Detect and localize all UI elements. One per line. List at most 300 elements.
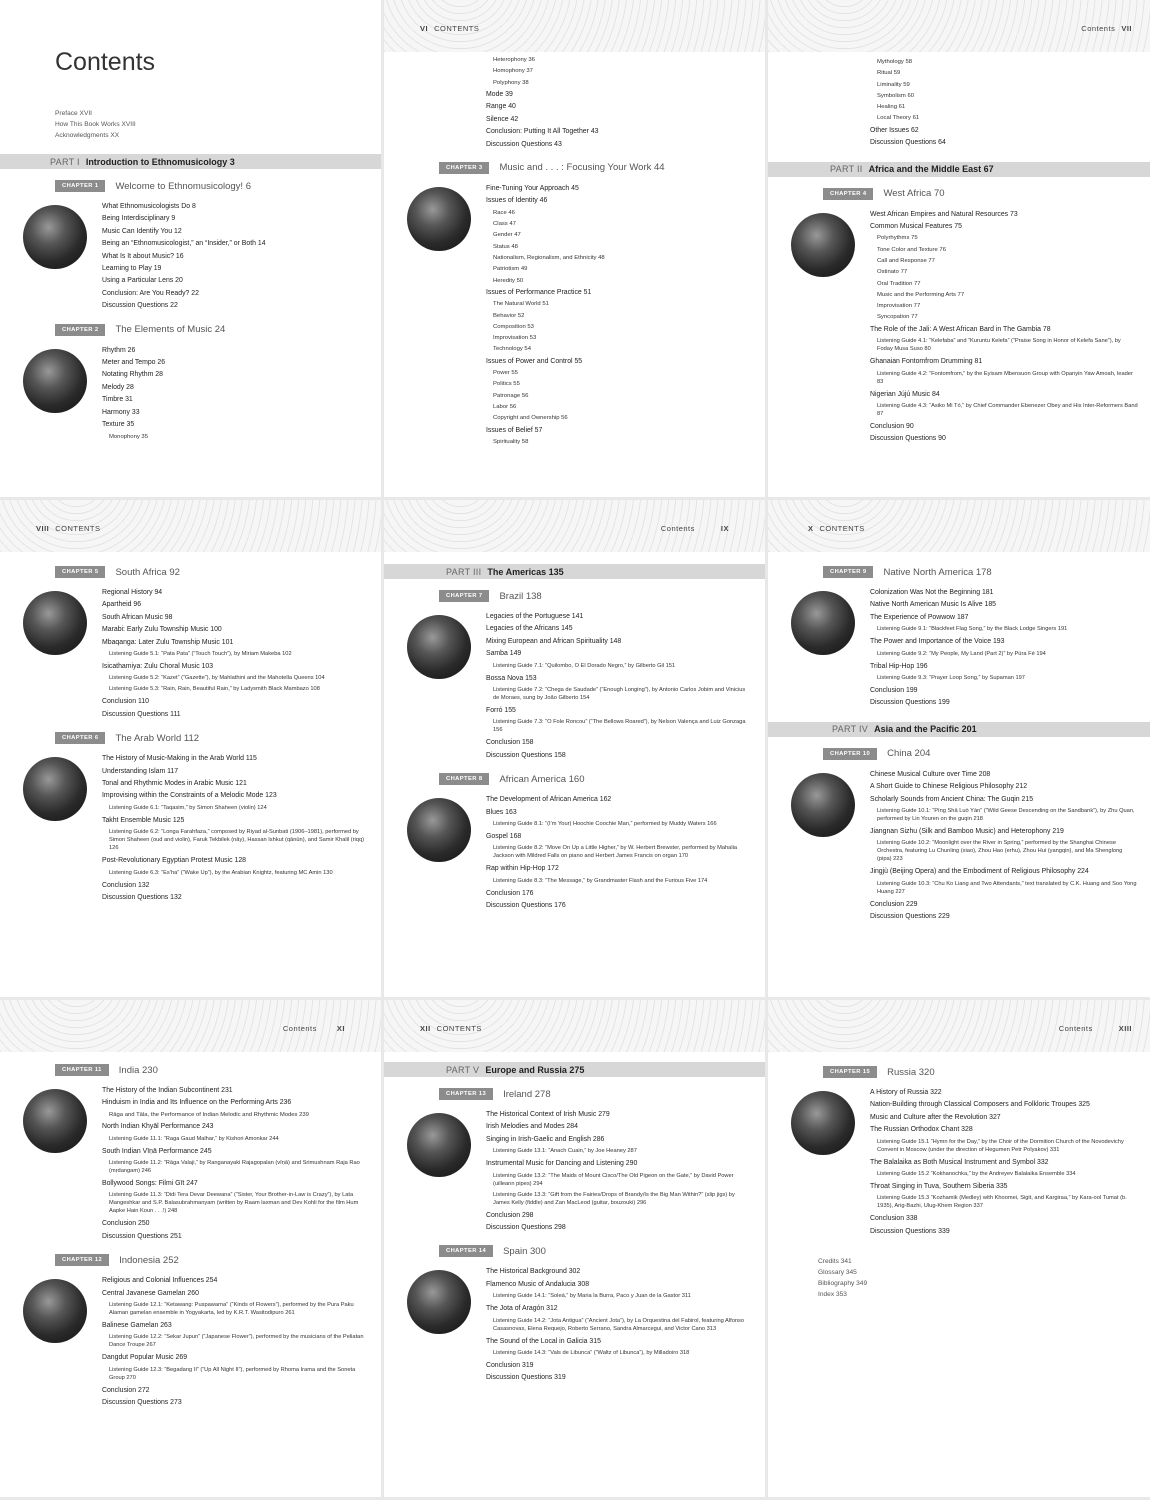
toc-entry: Conclusion 199 [870,687,918,695]
toc-page-5 [384,500,765,997]
chapter-entries [102,1085,369,1243]
toc-subentry: Syncopation 77 [877,314,918,321]
chapter-title: Russia 320 [887,1066,935,1078]
chapter-entries [870,769,1138,924]
listening-guide-entry: Listening Guide 11.2: “Rāga Valaji,” by Ranganayaki Rajagopalan (vīṇā) and Srimushnam Raja Rao (mṛdangam) 246 [109,1159,360,1174]
chapter-heading [823,565,1150,579]
back-entry: Credits 341 [818,1258,852,1266]
chapter-title: Spain 300 [503,1245,546,1257]
toc-entry: Discussion Questions 319 [486,1374,566,1382]
toc-entry: Religious and Colonial Influences 254 [102,1277,218,1285]
page-number: IX [720,524,729,533]
running-header [414,1024,482,1033]
chapter-badge: CHAPTER 14 [439,1245,493,1257]
toc-entry: Instrumental Music for Dancing and Listening 290 [486,1160,638,1168]
chapter-block [384,772,765,912]
toc-entry: Learning to Play 19 [102,265,162,273]
chapter-block [0,323,381,443]
part-title: Asia and the Pacific 201 [874,724,977,735]
toc-entry: Nigerian Jújú Music 84 [870,390,940,398]
chapter-entries [102,753,369,904]
chapter-photo [407,187,471,251]
toc-entry: Chinese Musical Culture over Time 208 [870,770,991,778]
page-title: Contents [55,48,156,76]
chapter-entries [486,1266,753,1384]
toc-entry: Harmony 33 [102,408,140,416]
chapter-heading [55,323,381,337]
running-header [283,1024,351,1033]
toc-entry: Being Interdisciplinary 9 [102,215,176,223]
toc-entry: Central Javanese Gamelan 260 [102,1289,199,1297]
toc-entry: Meter and Tempo 26 [102,359,166,367]
toc-subentry: Race 46 [493,209,515,216]
toc-subentry: Technology 54 [493,346,531,353]
toc-entry: Discussion Questions 273 [102,1399,182,1407]
toc-entry: Discussion Questions 298 [486,1224,566,1232]
toc-entry: Improvising within the Constraints of a Melodic Mode 123 [102,792,277,800]
toc-entry: Ghanaian Fontomfrom Drumming 81 [870,358,983,366]
chapter-title: Welcome to Ethnomusicology! 6 [115,180,251,192]
toc-entry: The Jota of Aragón 312 [486,1305,558,1313]
toc-subentry: Patronage 56 [493,392,529,399]
toc-subentry: Nationalism, Regionalism, and Ethnicity 48 [493,254,605,261]
listening-guide-entry: Listening Guide 15.2 “Kokhanochka,” by the Andreyev Balalaika Ensemble 334 [877,1171,1076,1178]
toc-entry: South African Music 98 [102,613,173,621]
toc-entry: Rhythm 26 [102,346,136,354]
chapter-heading [55,1253,381,1267]
back-matter [818,1256,1150,1300]
chapter-entries [102,345,369,443]
toc-entry: Issues of Identity 46 [486,197,548,205]
toc-entry: Bossa Nova 153 [486,674,537,682]
toc-entry: Discussion Questions 176 [486,902,566,910]
toc-entry: Mode 39 [486,90,513,98]
toc-subentry: Class 47 [493,221,516,228]
chapter-title: The Arab World 112 [115,732,200,744]
chapter-photo [23,205,87,269]
listening-guide-entry: Listening Guide 11.1: “Raga Gaud Malhar,” by Kishori Amonkar 244 [109,1135,279,1142]
chapter-title: South Africa 92 [115,566,180,578]
toc-subentry: Improvisation 53 [493,335,537,342]
chapter-title: The Elements of Music 24 [115,324,226,336]
toc-entry: Conclusion 110 [102,698,149,706]
toc-entry: Jingjù (Beijing Opera) and the Embodiment of Religious Philosophy 224 [870,868,1089,876]
toc-entry: Music Can Identify You 12 [102,227,182,235]
chapter-badge: CHAPTER 13 [439,1088,493,1100]
chapter-title: West Africa 70 [883,188,945,200]
listening-guide-entry: Listening Guide 8.2: “Move On Up a Little Higher,” by W. Herbert Brewster, performed by Mahalia Jackson with Mildred Falls on piano and Herbert James Francis on organ 170 [493,845,738,860]
chapter-photo [791,1091,855,1155]
listening-guide-entry: Listening Guide 5.3: “Rain, Rain, Beautiful Rain,” by Ladysmith Black Mambazo 108 [109,686,320,693]
toc-page-8 [384,1000,765,1497]
toc-entry: Issues of Power and Control 55 [486,357,583,365]
chapter-badge: CHAPTER 5 [55,566,105,578]
toc-entry: The History of Music-Making in the Arab World 115 [102,755,257,763]
running-title: CONTENTS [434,24,480,33]
toc-subentry: Labor 56 [493,404,517,410]
toc-entry: Conclusion 272 [102,1386,150,1394]
toc-entry: Conclusion 250 [102,1220,150,1228]
toc-subentry: Improvisation 77 [877,303,921,310]
listening-guide-entry: Listening Guide 7.2: “Chega de Saudade” (“Enough Longing”), by Antonio Carlos Jobim and Vinicius de Moraes, sung by João Gilberto 154 [493,687,746,702]
chapter-badge: CHAPTER 10 [823,748,877,760]
chapter-photo [407,615,471,679]
toc-entry: Blues 163 [486,808,517,816]
toc-entry: Understanding Islam 117 [102,767,179,775]
chapter-entries [102,201,369,313]
chapter-heading [823,747,1150,761]
toc-entry: Music and Culture after the Revolution 327 [870,1113,1001,1121]
toc-subentry: Behavior 52 [493,312,525,319]
toc-entry: Marabi: Early Zulu Township Music 100 [102,626,222,634]
chapter-list [0,179,381,443]
toc-entry: The Power and Importance of the Voice 193 [870,638,1005,646]
page-body [384,564,765,913]
listening-guide-entry: Listening Guide 15.3 “Kozhamik (Medley) with Khoomei, Sigit, and Kargiraa,” by Kara-ool Tumat (b. 1935), Arig-Bazhi, Ulug-Khem Region 337 [877,1195,1127,1210]
toc-entry: South Indian Vīṇā Performance 245 [102,1147,212,1155]
running-header [1081,24,1138,33]
part-heading [384,1062,765,1077]
toc-entry: Texture 35 [102,421,135,429]
page-number: XI [336,1024,345,1033]
listening-guide-entry: Listening Guide 11.3: “Didi Tera Devar Deewana” (“Sister, Your Brother-in-Law is Crazy”), by Lata Mangeshkar and S.P. Balasubrahmanyam (written by Raam laxman and Dev Kohli for the film Hum Aapke Hain Koun . . .!) 248 [109,1192,359,1215]
toc-entry: Discussion Questions 111 [102,710,181,718]
chapter-heading [439,1087,765,1101]
toc-entry: Discussion Questions 229 [870,913,950,921]
running-title: Contents [282,1024,317,1033]
toc-page-3 [768,0,1150,497]
listening-guide-entry: Listening Guide 9.3: “Prayer Loop Song,” by Supaman 197 [877,675,1025,682]
page-body [0,1053,381,1410]
part-heading [768,722,1150,737]
toc-entry: Mixing European and African Spirituality 148 [486,637,622,645]
toc-subentry: Patriotism 49 [493,266,528,273]
toc-entry: Discussion Questions 22 [102,302,178,310]
chapter-list [0,565,381,905]
chapter-entries [870,209,1138,446]
toc-entry: Conclusion: Are You Ready? 22 [102,289,199,297]
listening-guide-entry: Listening Guide 14.2: “Jota Antigua” (“Ancient Jota”), by La Orquestina del Fabirol, featuring Alfonso Casasnovas, Elena Requejo, Roberto Serrano, Sandra Almarcegui, and Victor Cano 313 [493,1317,745,1332]
listening-guide-entry: Listening Guide 4.3: “Asiko Mi Tó,” by Chief Commander Ebenezer Obey and His Inter-Reformers Band 87 [877,403,1138,417]
listening-guide-entry: Listening Guide 8.1: “(I’m Your) Hoochie Coochie Man,” performed by Muddy Waters 166 [493,821,717,828]
chapter-title: India 230 [118,1064,158,1076]
chapter-heading [55,179,381,193]
toc-subentry: Status 48 [493,243,518,250]
toc-entry: Discussion Questions 64 [870,139,946,147]
toc-subentry: Copyright and Ownership 56 [493,415,568,422]
toc-entry: Post-Revolutionary Egyptian Protest Music 128 [102,857,247,865]
continued-entries [486,55,753,151]
listening-guide-entry: Listening Guide 5.1: “Pata Pata” (“Touch Touch”), by Miriam Makeba 102 [109,651,292,658]
toc-page-2 [384,0,765,497]
toc-entry: Samba 149 [486,650,522,658]
toc-subentry: Mythology 58 [877,59,913,65]
toc-entry: Discussion Questions 339 [870,1227,950,1235]
listening-guide-entry: Listening Guide 9.1: “Blackfeet Flag Song,” by the Black Lodge Singers 191 [877,626,1068,633]
toc-entry: Native North American Music Is Alive 185 [870,601,996,609]
chapter-heading [55,1063,381,1077]
chapter-heading [55,565,381,579]
chapter-list [0,1063,381,1410]
toc-subentry: Tone Color and Texture 76 [877,246,946,253]
chapter-entries [102,587,369,721]
toc-entry: Throat Singing in Tuva, Southern Siberia 335 [870,1183,1008,1191]
chapter-title: China 204 [887,748,931,760]
page-body [0,555,381,905]
chapter-block [768,565,1150,710]
toc-entry: Conclusion 176 [486,889,534,897]
toc-entry: Melody 28 [102,383,134,391]
toc-entry: Irish Melodies and Modes 284 [486,1123,578,1131]
toc-entry: The Historical Background 302 [486,1268,581,1276]
listening-guide-entry: Listening Guide 6.2: “Longa Farahfaza,” composed by Riyad al-Sunbati (1906–1981), performed by Simon Shaheen (oud and violin), Faruk Tekbilek (nāy), Hassan Ishkut (qānūn), and Samir Khalil (riqq) 126 [109,829,365,852]
toc-entry: Discussion Questions 251 [102,1232,182,1240]
running-header [30,524,101,533]
listening-guide-entry: Listening Guide 13.2: “The Maids of Mount Cisco/The Old Pigeon on the Gate,” by David Power (uilleann pipes) 294 [493,1172,734,1187]
listening-guide-entry: Listening Guide 7.3: “O Fole Roncou” (“The Bellows Roared”), by Nelson Valença and Luiz Gonzaga 156 [493,719,746,734]
chapter-list [768,1065,1150,1238]
toc-entry: Discussion Questions 43 [486,140,562,148]
chapter-photo [407,798,471,862]
toc-entry: Jiangnan Sizhu (Silk and Bamboo Music) and Heterophony 219 [870,828,1064,836]
page-number: XII [420,1024,431,1033]
toc-entry: Flamenco Music of Andalucia 308 [486,1280,590,1288]
toc-entry: Conclusion 90 [870,423,914,430]
toc-entry: Being an “Ethnomusicologist,” an “Insider,” or Both 14 [102,240,266,248]
part-title: Africa and the Middle East 67 [868,164,994,175]
chapter-title: Brazil 138 [499,590,542,602]
chapter-badge: CHAPTER 7 [439,590,489,602]
toc-entry: Nation-Building through Classical Composers and Folkloric Troupes 325 [870,1101,1090,1109]
listening-guide-entry: Listening Guide 4.1: “Kelefaba” and “Kuruntu Kelefa” (“Praise Song in Honor of Kelefa Sane”), by Foday Musa Suso 80 [877,338,1121,353]
chapter-list [384,161,765,448]
page-number: XIII [1118,1024,1132,1033]
listening-guide-entry: Listening Guide 14.3: “Vals de Libunca” (“Waltz of Libunca”), by Milladoiro 318 [493,1350,690,1357]
listening-guide-entry: Listening Guide 13.3: “Gift from the Fairies/Drops of Brandy/Is the Big Man Within?” (slip jigs) by James Kelly (fiddle) and Zan MacLeod (guitar, bouzouki) 296 [493,1191,735,1206]
toc-entry: Conclusion 229 [870,900,918,908]
toc-subentry: Composition 53 [493,323,534,330]
listening-guide-entry: Listening Guide 12.3: “Begadang II” (“Up All Night II”), performed by Rhoma Irama and the Soneta Group 270 [109,1366,356,1381]
toc-page-9 [768,1000,1150,1497]
toc-subentry: Polyrhythms 75 [877,235,918,242]
listening-guide-entry: Listening Guide 13.1: “Anach Cuain,” by Joe Heaney 287 [493,1148,637,1155]
chapter-list [768,187,1150,446]
chapter-block [384,589,765,762]
toc-subentry: Music and the Performing Arts 77 [877,291,965,298]
chapter-block [0,179,381,313]
toc-subentry: Symbolism 60 [877,92,914,99]
listening-guide-entry: Listening Guide 12.2: “Sekar Jupun” (“Japanese Flower”), performed by the musicians of the Peliatan Dance Troupe 267 [109,1334,364,1349]
listening-guide-entry: Listening Guide 4.2: “Fontomfrom,” by the Eyisam Mbensuon Group with Opanyin Yaw Amoah, leader 83 [877,370,1133,385]
toc-entry: Colonization Was Not the Beginning 181 [870,589,994,596]
chapter-title: Music and . . . : Focusing Your Work 44 [499,162,665,174]
toc-entry: Range 40 [486,103,516,111]
page-number: X [808,524,814,533]
toc-entry: Hinduism in India and Its Influence on the Performing Arts 236 [102,1099,292,1107]
toc-entry: Conclusion 298 [486,1211,534,1219]
listening-guide-entry: Listening Guide 10.3: “Chu Ko Liang and Two Attendants,” text translated by C.K. Huang and Soo Yong Huang 227 [877,880,1137,895]
running-title: Contents [1058,1024,1093,1033]
chapter-block [0,731,381,904]
part-heading [0,154,381,169]
chapter-list [768,565,1150,710]
part-label: PART V [446,1064,480,1075]
toc-entry: What Ethnomusicologists Do 8 [102,203,196,210]
toc-page-1 [0,0,381,497]
toc-entry: The Sound of the Local in Galicia 315 [486,1337,601,1345]
toc-entry: Using a Particular Lens 20 [102,277,183,285]
toc-subentry: Homophony 37 [493,68,533,75]
toc-entry: What Is It about Music? 16 [102,252,184,260]
toc-entry: Apartheid 96 [102,601,142,609]
chapter-entries [486,611,753,762]
toc-entry: Balinese Gamelan 263 [102,1321,172,1329]
chapter-heading [439,772,765,786]
toc-entry: Issues of Belief 57 [486,426,543,434]
toc-page-7 [0,1000,381,1497]
listening-guide-entry: Listening Guide 9.2: “My People, My Land (Part 2)” by Púra Fé 194 [877,650,1046,657]
running-title: CONTENTS [55,524,101,533]
chapter-title: African America 160 [499,773,585,785]
toc-subentry: Heterophony 36 [493,57,535,63]
toc-subentry: Healing 61 [877,104,906,111]
chapter-badge: CHAPTER 4 [823,188,873,200]
toc-entry: Conclusion 132 [102,881,150,889]
listening-guide-entry: Listening Guide 7.1: “Quilombo, O El Dorado Negro,” by Gilberto Gil 151 [493,662,676,669]
continued-entries [870,57,1138,150]
chapter-badge: CHAPTER 2 [55,324,105,336]
chapter-badge: CHAPTER 15 [823,1066,877,1078]
part-title: Europe and Russia 275 [485,1064,585,1075]
toc-entry: Legacies of the Portuguese 141 [486,613,584,620]
toc-subentry: Spirituality 58 [493,439,529,445]
chapter-block [768,1065,1150,1238]
chapter-block [384,161,765,448]
part-label: PART I [50,156,80,167]
page-body [768,57,1150,446]
toc-entry: Legacies of the Africans 145 [486,625,573,633]
chapter-heading [823,187,1150,201]
chapter-photo [23,757,87,821]
toc-entry: Conclusion 338 [870,1215,918,1223]
front-entry: Acknowledgments XX [55,132,120,139]
chapter-list [384,1087,765,1385]
chapter-title: Indonesia 252 [119,1254,179,1266]
listening-guide-entry: Listening Guide 14.1: “Soleá,” by Maria la Burra, Paco y Juan de la Gastor 311 [493,1293,691,1300]
chapter-list [384,589,765,913]
toc-page-4 [0,500,381,997]
toc-subentry: Polyphony 38 [493,79,529,86]
chapter-title: Ireland 278 [503,1088,551,1100]
toc-entry: Discussion Questions 90 [870,435,946,443]
chapter-badge: CHAPTER 1 [55,180,105,192]
toc-entry: West African Empires and Natural Resources 73 [870,210,1018,218]
chapter-photo [23,1089,87,1153]
running-header [414,24,479,33]
page-body [384,55,765,448]
running-title: Contents [660,524,695,533]
toc-entry: The Development of African America 162 [486,796,612,804]
chapter-entries [102,1275,369,1409]
chapter-photo [23,349,87,413]
toc-subentry: Gender 47 [493,232,521,239]
toc-entry: North Indian Khyāl Performance 243 [102,1123,214,1131]
toc-subentry: Ostinato 77 [877,269,908,276]
page-body [384,1062,765,1385]
chapter-block [768,187,1150,446]
chapter-entries [486,1109,753,1234]
back-entry: Index 353 [818,1291,847,1299]
part-title: The Americas 135 [487,566,564,577]
toc-subentry: Rāga and Tāla, the Performance of Indian Melodic and Rhythmic Modes 239 [109,1111,309,1118]
chapter-photo [791,213,855,277]
chapter-block [768,747,1150,924]
chapter-badge: CHAPTER 9 [823,566,873,578]
toc-subentry: Monophony 35 [109,433,148,440]
page-body [768,555,1150,924]
chapter-badge: CHAPTER 3 [439,162,489,174]
toc-subentry: Ritual 59 [877,70,901,77]
toc-entry: Gospel 168 [486,833,522,841]
chapter-block [384,1087,765,1234]
listening-guide-entry: Listening Guide 15.1 “Hymn for the Day,” by the Choir of the Dormition Church of the Novodevichy Convent in Moscow (under the direction of Hegumen Petr Polyakov) 331 [877,1138,1124,1153]
toc-entry: The Russian Orthodox Chant 328 [870,1126,973,1134]
chapter-list [768,747,1150,924]
toc-entry: Conclusion 319 [486,1362,534,1370]
toc-entry: Timbre 31 [102,396,133,404]
page-number: VIII [36,524,50,533]
back-entry: Glossary 345 [818,1269,857,1277]
running-header [661,524,735,533]
toc-entry: Other Issues 62 [870,126,919,134]
chapter-entries [486,794,753,912]
toc-subentry: Heredity 50 [493,277,524,284]
chapter-entries [870,1087,1138,1238]
toc-entry: The Historical Context of Irish Music 279 [486,1111,610,1118]
toc-entry: Regional History 94 [102,589,163,596]
toc-subentry: The Natural World 51 [493,301,549,308]
chapter-photo [791,591,855,655]
toc-entry: Silence 42 [486,115,519,123]
toc-entry: Tonal and Rhythmic Modes in Arabic Music 121 [102,780,247,788]
toc-entry: The Balalaika as Both Musical Instrument and Symbol 332 [870,1158,1049,1166]
chapter-block [0,565,381,721]
chapter-title: Native North America 178 [883,566,992,578]
running-header [802,524,865,533]
running-title: Contents [1081,24,1116,33]
toc-entry: The Experience of Powwow 187 [870,613,969,621]
listening-guide-entry: Listening Guide 10.2: “Moonlight over the River in Spring,” performed by the Shanghai Chinese Orchestra, featuring Lu Chunling (xiao), Zhou Hao (erhu), Zhou Hui (yangqin), and Ma Shenglong (pipa) 223 [877,840,1123,863]
chapter-photo [407,1270,471,1334]
chapter-heading [55,731,381,745]
chapter-entries [486,183,753,448]
chapter-heading [439,161,765,175]
toc-subentry: Local Theory 61 [877,115,920,122]
chapter-badge: CHAPTER 11 [55,1064,109,1076]
chapter-block [384,1244,765,1384]
toc-entry: Notating Rhythm 28 [102,371,163,379]
listening-guide-entry: Listening Guide 8.3: “The Message,” by Grandmaster Flash and the Furious Five 174 [493,877,708,884]
toc-entry: Scholarly Sounds from Ancient China: The Guqin 215 [870,795,1034,803]
toc-entry: Bollywood Songs: Filmi Gīt 247 [102,1179,198,1187]
toc-entry: Rap within Hip-Hop 172 [486,865,559,873]
toc-entry: Conclusion: Putting It All Together 43 [486,128,599,136]
toc-entry: Discussion Questions 158 [486,751,566,759]
toc-entry: A Short Guide to Chinese Religious Philosophy 212 [870,783,1028,791]
chapter-photo [791,773,855,837]
toc-entry: Discussion Questions 132 [102,894,182,902]
toc-subentry: Liminality 59 [877,81,910,88]
